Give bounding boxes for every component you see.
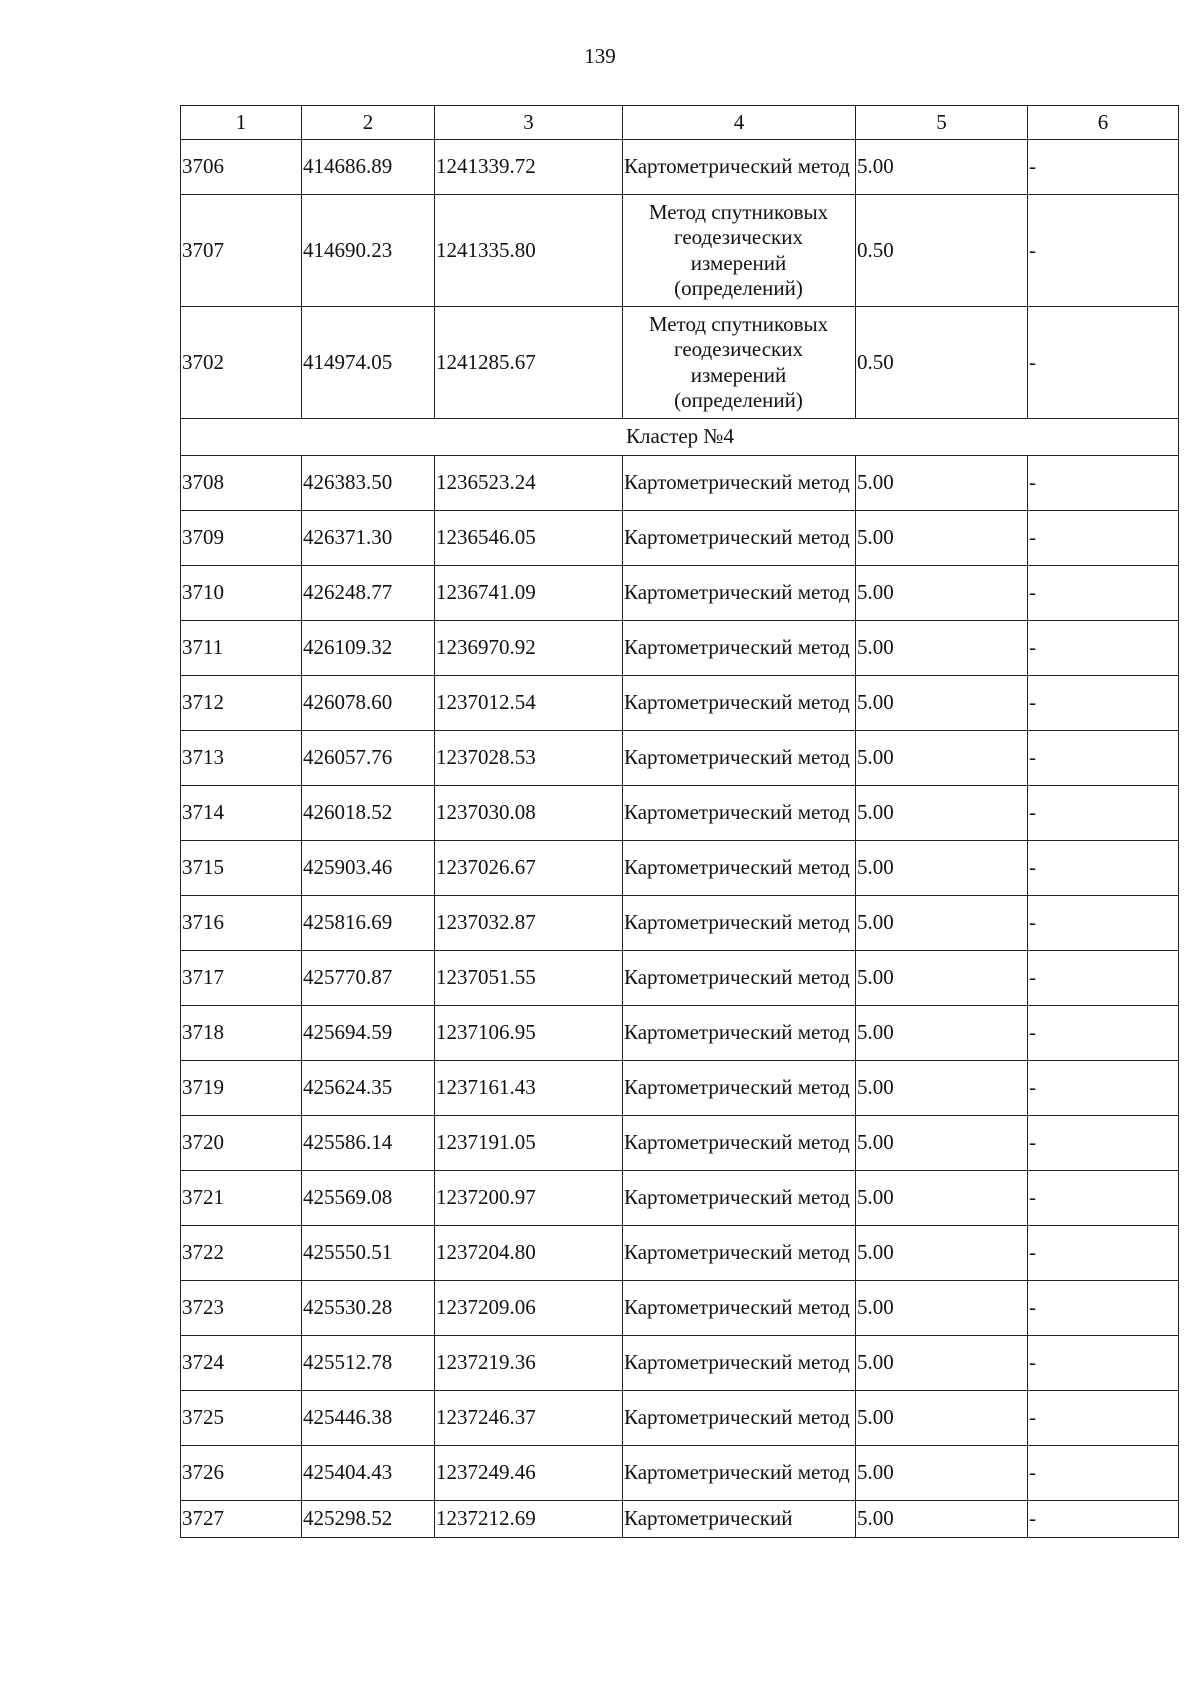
table-cell: 0.50 xyxy=(856,307,1028,419)
table-cell: 5.00 xyxy=(856,1226,1028,1281)
table-cell: - xyxy=(1028,1281,1179,1336)
table-cell: - xyxy=(1028,566,1179,621)
column-header: 6 xyxy=(1028,106,1179,140)
table-cell: Картометрический метод xyxy=(623,896,856,951)
table-cell: 1236546.05 xyxy=(435,511,623,566)
table-row xyxy=(181,1281,1179,1336)
column-header: 2 xyxy=(302,106,435,140)
table-cell: 1237161.43 xyxy=(435,1061,623,1116)
table-row xyxy=(181,1116,1179,1171)
table-cell: 1237106.95 xyxy=(435,1006,623,1061)
table-cell: 5.00 xyxy=(856,896,1028,951)
table-cell: 3718 xyxy=(181,1006,302,1061)
table-cell: 3712 xyxy=(181,676,302,731)
table-cell: 5.00 xyxy=(856,1336,1028,1391)
table-cell: Картометрический метод xyxy=(623,1116,856,1171)
table-cell: Картометрический метод xyxy=(623,731,856,786)
table-cell: 425816.69 xyxy=(302,896,435,951)
table-row xyxy=(181,1226,1179,1281)
table-cell: 1237249.46 xyxy=(435,1446,623,1501)
table-cell: 3702 xyxy=(181,307,302,419)
table-cell: 1241285.67 xyxy=(435,307,623,419)
column-header: 1 xyxy=(181,106,302,140)
table-cell: - xyxy=(1028,1446,1179,1501)
table-cell: 426371.30 xyxy=(302,511,435,566)
table-cell: - xyxy=(1028,896,1179,951)
table-row xyxy=(181,676,1179,731)
table-cell: 5.00 xyxy=(856,1006,1028,1061)
column-header: 3 xyxy=(435,106,623,140)
table-cell: - xyxy=(1028,456,1179,511)
table-cell: 3713 xyxy=(181,731,302,786)
table-cell: 5.00 xyxy=(856,731,1028,786)
table-cell: 425694.59 xyxy=(302,1006,435,1061)
column-header: 5 xyxy=(856,106,1028,140)
table-row xyxy=(181,1391,1179,1446)
table-cell: 425770.87 xyxy=(302,951,435,1006)
table-cell: 3717 xyxy=(181,951,302,1006)
table-cell: Картометрический метод xyxy=(623,1336,856,1391)
table-row xyxy=(181,951,1179,1006)
table-cell: 425446.38 xyxy=(302,1391,435,1446)
table-cell: - xyxy=(1028,140,1179,195)
table-cell: 1237030.08 xyxy=(435,786,623,841)
table-cell: Картометрический метод xyxy=(623,140,856,195)
table-cell: 1236523.24 xyxy=(435,456,623,511)
table-cell: Картометрический метод xyxy=(623,786,856,841)
table-cell: 3709 xyxy=(181,511,302,566)
table-cell: Картометрический метод xyxy=(623,1061,856,1116)
table-cell: 3710 xyxy=(181,566,302,621)
table-cell: - xyxy=(1028,676,1179,731)
table-cell: 1237219.36 xyxy=(435,1336,623,1391)
table-cell: 5.00 xyxy=(856,621,1028,676)
table-row xyxy=(181,731,1179,786)
table-cell: 3708 xyxy=(181,456,302,511)
table-cell: 425624.35 xyxy=(302,1061,435,1116)
table-cell: Картометрический метод xyxy=(623,511,856,566)
table-cell: 3725 xyxy=(181,1391,302,1446)
table-cell: 425298.52 xyxy=(302,1501,435,1538)
table-cell: 3724 xyxy=(181,1336,302,1391)
table-cell: 5.00 xyxy=(856,1391,1028,1446)
table-cell: Картометрический метод xyxy=(623,1226,856,1281)
table-cell: 3711 xyxy=(181,621,302,676)
table-row xyxy=(181,841,1179,896)
table-row xyxy=(181,1171,1179,1226)
table-cell: Картометрический метод xyxy=(623,951,856,1006)
table-cell: - xyxy=(1028,1501,1179,1538)
table-row xyxy=(181,195,1179,307)
table-cell: 5.00 xyxy=(856,1446,1028,1501)
table-cell: 1236970.92 xyxy=(435,621,623,676)
table-cell: 0.50 xyxy=(856,195,1028,307)
table-cell: - xyxy=(1028,951,1179,1006)
table-cell: 5.00 xyxy=(856,1061,1028,1116)
table-cell: 3719 xyxy=(181,1061,302,1116)
table-cell: 3726 xyxy=(181,1446,302,1501)
table-cell: 3721 xyxy=(181,1171,302,1226)
table-cell: 426078.60 xyxy=(302,676,435,731)
table-cell: - xyxy=(1028,1061,1179,1116)
table-cell: 5.00 xyxy=(856,1281,1028,1336)
table-cell: 425903.46 xyxy=(302,841,435,896)
cluster-header-row xyxy=(181,419,1179,456)
table-cell: Картометрический метод xyxy=(623,1446,856,1501)
table-cell: 425404.43 xyxy=(302,1446,435,1501)
table-cell: Картометрический метод xyxy=(623,841,856,896)
table-cell: 414690.23 xyxy=(302,195,435,307)
table-header-row xyxy=(181,106,1179,140)
table-cell: 426018.52 xyxy=(302,786,435,841)
table-row xyxy=(181,1336,1179,1391)
page-number: 139 xyxy=(584,44,616,68)
table-cell: 1237032.87 xyxy=(435,896,623,951)
table-cell: 3727 xyxy=(181,1501,302,1538)
table-cell: 5.00 xyxy=(856,786,1028,841)
table-cell: 426109.32 xyxy=(302,621,435,676)
table-cell: 1237191.05 xyxy=(435,1116,623,1171)
table-cell: 5.00 xyxy=(856,951,1028,1006)
table-cell: 1237204.80 xyxy=(435,1226,623,1281)
table-cell: 5.00 xyxy=(856,841,1028,896)
table-row xyxy=(181,1501,1179,1538)
table-cell: Картометрический метод xyxy=(623,1391,856,1446)
table-cell: - xyxy=(1028,1226,1179,1281)
table-cell: - xyxy=(1028,1006,1179,1061)
table-row xyxy=(181,1006,1179,1061)
table-cell: 3706 xyxy=(181,140,302,195)
table-cell: 1237051.55 xyxy=(435,951,623,1006)
table-row xyxy=(181,1061,1179,1116)
table-cell: - xyxy=(1028,841,1179,896)
table-cell: 5.00 xyxy=(856,1116,1028,1171)
table-cell: 1237200.97 xyxy=(435,1171,623,1226)
table-row xyxy=(181,511,1179,566)
table-cell: 1237209.06 xyxy=(435,1281,623,1336)
table-cell: 425569.08 xyxy=(302,1171,435,1226)
table-row xyxy=(181,896,1179,951)
table-cell: 5.00 xyxy=(856,566,1028,621)
table-cell: 3715 xyxy=(181,841,302,896)
table-cell: Картометрический метод xyxy=(623,1006,856,1061)
table-cell: 5.00 xyxy=(856,140,1028,195)
table-cell: - xyxy=(1028,1116,1179,1171)
table-cell: - xyxy=(1028,511,1179,566)
table-cell: Метод спутниковых геодезических измерений (определений) xyxy=(623,307,856,419)
table-row xyxy=(181,1446,1179,1501)
table-cell: 5.00 xyxy=(856,676,1028,731)
table-cell: 1236741.09 xyxy=(435,566,623,621)
table-cell: 1237026.67 xyxy=(435,841,623,896)
table-cell: 1237012.54 xyxy=(435,676,623,731)
table-cell: 426248.77 xyxy=(302,566,435,621)
table-cell: 5.00 xyxy=(856,511,1028,566)
table-cell: Картометрический метод xyxy=(623,456,856,511)
coordinates-table xyxy=(180,105,1179,1538)
table-cell: - xyxy=(1028,786,1179,841)
table-cell: Картометрический метод xyxy=(623,566,856,621)
table-cell: 425586.14 xyxy=(302,1116,435,1171)
table-row xyxy=(181,621,1179,676)
table-cell: 425550.51 xyxy=(302,1226,435,1281)
table-cell: 1241339.72 xyxy=(435,140,623,195)
table-body xyxy=(181,140,1179,1538)
column-header: 4 xyxy=(623,106,856,140)
table-cell: - xyxy=(1028,195,1179,307)
table-cell: 5.00 xyxy=(856,1171,1028,1226)
table-cell: - xyxy=(1028,621,1179,676)
table-row xyxy=(181,307,1179,419)
table-cell: 5.00 xyxy=(856,1501,1028,1538)
table-cell: 3716 xyxy=(181,896,302,951)
table-cell: Картометрический метод xyxy=(623,1171,856,1226)
table-cell: 1237246.37 xyxy=(435,1391,623,1446)
table-cell: 1241335.80 xyxy=(435,195,623,307)
table-cell: 3714 xyxy=(181,786,302,841)
table-cell: Картометрический xyxy=(623,1501,856,1538)
table-row xyxy=(181,140,1179,195)
table-cell: 1237212.69 xyxy=(435,1501,623,1538)
table-cell: 3720 xyxy=(181,1116,302,1171)
table-cell: 426057.76 xyxy=(302,731,435,786)
table-cell: - xyxy=(1028,1171,1179,1226)
table-row xyxy=(181,566,1179,621)
table-cell: 425530.28 xyxy=(302,1281,435,1336)
table-cell: Метод спутниковых геодезических измерений (определений) xyxy=(623,195,856,307)
table-cell: 425512.78 xyxy=(302,1336,435,1391)
table-cell: - xyxy=(1028,731,1179,786)
table-cell: 5.00 xyxy=(856,456,1028,511)
table-row xyxy=(181,786,1179,841)
cluster-label: Кластер №4 xyxy=(181,419,1179,456)
table-cell: 426383.50 xyxy=(302,456,435,511)
table-cell: 414974.05 xyxy=(302,307,435,419)
table-cell: Картометрический метод xyxy=(623,621,856,676)
table-cell: Картометрический метод xyxy=(623,676,856,731)
table-cell: Картометрический метод xyxy=(623,1281,856,1336)
table-cell: 3707 xyxy=(181,195,302,307)
table-cell: - xyxy=(1028,1336,1179,1391)
table-row xyxy=(181,456,1179,511)
table-cell: - xyxy=(1028,307,1179,419)
table-cell: 414686.89 xyxy=(302,140,435,195)
table-cell: - xyxy=(1028,1391,1179,1446)
table-cell: 1237028.53 xyxy=(435,731,623,786)
table-cell: 3723 xyxy=(181,1281,302,1336)
table-cell: 3722 xyxy=(181,1226,302,1281)
